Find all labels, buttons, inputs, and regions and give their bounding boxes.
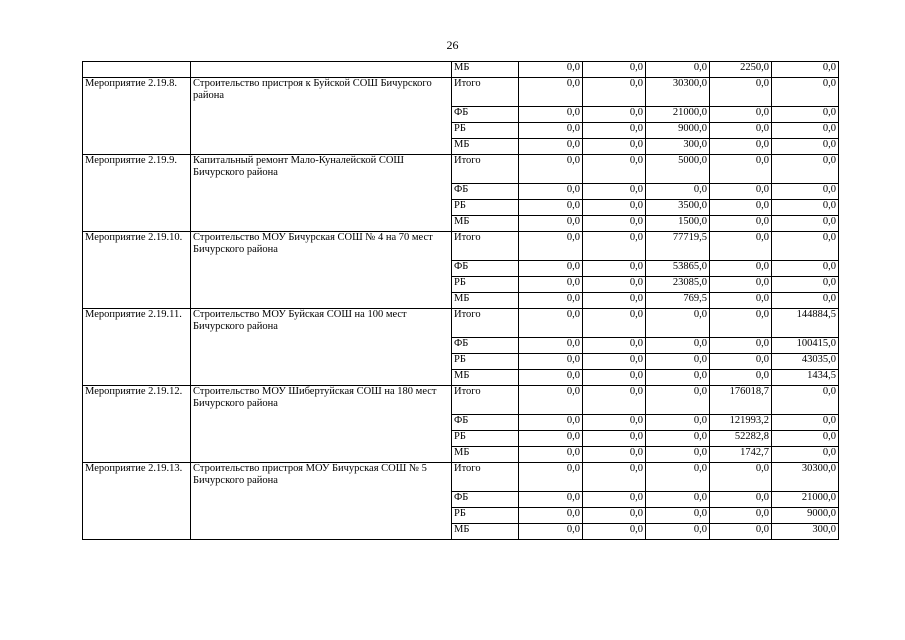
value-cell: 0,0 [583, 139, 646, 155]
value-cell: 0,0 [583, 123, 646, 139]
funding-source-cell: Итого [452, 232, 519, 261]
value-cell: 0,0 [519, 431, 583, 447]
value-cell: 0,0 [710, 216, 772, 232]
measure-name-cell: Строительство МОУ Бичурская СОШ № 4 на 70 мест Бичурского района [191, 232, 452, 309]
value-cell: 9000,0 [646, 123, 710, 139]
measure-name-cell: Капитальный ремонт Мало-Куналейской СОШ Бичурского района [191, 155, 452, 232]
value-cell: 0,0 [710, 123, 772, 139]
value-cell: 0,0 [519, 232, 583, 261]
value-cell: 0,0 [519, 463, 583, 492]
value-cell: 1742,7 [710, 447, 772, 463]
value-cell: 0,0 [710, 338, 772, 354]
value-cell: 0,0 [583, 216, 646, 232]
value-cell: 0,0 [772, 232, 839, 261]
value-cell: 0,0 [710, 78, 772, 107]
value-cell: 0,0 [646, 386, 710, 415]
value-cell: 0,0 [646, 431, 710, 447]
value-cell: 0,0 [646, 184, 710, 200]
value-cell: 0,0 [772, 123, 839, 139]
value-cell: 0,0 [519, 123, 583, 139]
value-cell: 5000,0 [646, 155, 710, 184]
measure-label-cell: Мероприятие 2.19.12. [83, 386, 191, 463]
value-cell: 0,0 [583, 338, 646, 354]
value-cell: 21000,0 [772, 492, 839, 508]
funding-source-cell: Итого [452, 309, 519, 338]
value-cell: 0,0 [519, 216, 583, 232]
value-cell: 0,0 [583, 463, 646, 492]
value-cell: 0,0 [519, 386, 583, 415]
value-cell: 1500,0 [646, 216, 710, 232]
measure-name-cell: Строительство пристроя к Буйской СОШ Бичурского района [191, 78, 452, 155]
value-cell: 0,0 [772, 107, 839, 123]
value-cell: 0,0 [710, 200, 772, 216]
value-cell: 0,0 [646, 463, 710, 492]
funding-source-cell: Итого [452, 155, 519, 184]
value-cell: 0,0 [519, 200, 583, 216]
funding-source-cell: ФБ [452, 184, 519, 200]
value-cell: 0,0 [710, 524, 772, 540]
funding-source-cell: ФБ [452, 107, 519, 123]
value-cell: 9000,0 [772, 508, 839, 524]
value-cell: 53865,0 [646, 261, 710, 277]
value-cell: 43035,0 [772, 354, 839, 370]
value-cell: 0,0 [772, 78, 839, 107]
value-cell: 0,0 [519, 492, 583, 508]
funding-source-cell: РБ [452, 123, 519, 139]
value-cell: 3500,0 [646, 200, 710, 216]
value-cell: 0,0 [583, 447, 646, 463]
value-cell: 0,0 [772, 277, 839, 293]
funding-source-cell: МБ [452, 216, 519, 232]
value-cell: 0,0 [772, 216, 839, 232]
value-cell: 0,0 [519, 415, 583, 431]
value-cell: 0,0 [583, 354, 646, 370]
value-cell: 0,0 [583, 492, 646, 508]
value-cell: 0,0 [772, 431, 839, 447]
value-cell: 0,0 [710, 261, 772, 277]
value-cell: 0,0 [583, 524, 646, 540]
measure-label-cell: Мероприятие 2.19.11. [83, 309, 191, 386]
value-cell: 0,0 [583, 370, 646, 386]
funding-source-cell: Итого [452, 386, 519, 415]
value-cell: 0,0 [772, 447, 839, 463]
value-cell: 0,0 [583, 386, 646, 415]
value-cell: 0,0 [583, 508, 646, 524]
table-row [83, 78, 839, 107]
value-cell: 0,0 [646, 492, 710, 508]
measure-name-cell: Строительство МОУ Шибертуйская СОШ на 180 мест Бичурского района [191, 386, 452, 463]
value-cell: 0,0 [710, 508, 772, 524]
funding-source-cell: ФБ [452, 338, 519, 354]
value-cell: 0,0 [772, 62, 839, 78]
value-cell: 0,0 [519, 370, 583, 386]
value-cell: 0,0 [772, 415, 839, 431]
value-cell: 0,0 [772, 200, 839, 216]
value-cell: 30300,0 [646, 78, 710, 107]
funding-source-cell: МБ [452, 62, 519, 78]
value-cell: 0,0 [519, 293, 583, 309]
funding-source-cell: РБ [452, 354, 519, 370]
value-cell: 21000,0 [646, 107, 710, 123]
value-cell: 0,0 [710, 184, 772, 200]
table-row [83, 155, 839, 184]
value-cell: 0,0 [583, 200, 646, 216]
value-cell: 0,0 [646, 415, 710, 431]
measure-name-cell: Строительство МОУ Буйская СОШ на 100 мест Бичурского района [191, 309, 452, 386]
value-cell: 0,0 [519, 277, 583, 293]
value-cell: 0,0 [519, 78, 583, 107]
value-cell: 769,5 [646, 293, 710, 309]
value-cell: 0,0 [710, 354, 772, 370]
value-cell: 0,0 [519, 338, 583, 354]
value-cell: 0,0 [519, 309, 583, 338]
funding-source-cell: Итого [452, 463, 519, 492]
measure-label-cell [83, 62, 191, 78]
value-cell: 100415,0 [772, 338, 839, 354]
value-cell: 0,0 [710, 492, 772, 508]
measure-label-cell: Мероприятие 2.19.13. [83, 463, 191, 540]
table-row [83, 463, 839, 492]
value-cell: 0,0 [583, 415, 646, 431]
table-row [83, 62, 839, 78]
value-cell: 0,0 [646, 338, 710, 354]
value-cell: 144884,5 [772, 309, 839, 338]
value-cell: 0,0 [583, 78, 646, 107]
funding-source-cell: МБ [452, 293, 519, 309]
budget-table [82, 61, 839, 540]
value-cell: 77719,5 [646, 232, 710, 261]
value-cell: 0,0 [583, 155, 646, 184]
value-cell: 0,0 [710, 155, 772, 184]
value-cell: 0,0 [519, 184, 583, 200]
value-cell: 0,0 [583, 293, 646, 309]
value-cell: 0,0 [519, 508, 583, 524]
value-cell: 52282,8 [710, 431, 772, 447]
value-cell: 0,0 [710, 463, 772, 492]
funding-source-cell: РБ [452, 277, 519, 293]
value-cell: 0,0 [772, 184, 839, 200]
value-cell: 0,0 [583, 232, 646, 261]
table-row [83, 232, 839, 261]
value-cell: 0,0 [710, 139, 772, 155]
table-row [83, 386, 839, 415]
value-cell: 2250,0 [710, 62, 772, 78]
value-cell: 0,0 [583, 309, 646, 338]
value-cell: 0,0 [583, 62, 646, 78]
value-cell: 30300,0 [772, 463, 839, 492]
funding-source-cell: Итого [452, 78, 519, 107]
value-cell: 0,0 [519, 447, 583, 463]
value-cell: 0,0 [710, 370, 772, 386]
funding-source-cell: МБ [452, 447, 519, 463]
value-cell: 0,0 [646, 62, 710, 78]
value-cell: 0,0 [519, 354, 583, 370]
value-cell: 0,0 [710, 293, 772, 309]
funding-source-cell: ФБ [452, 492, 519, 508]
value-cell: 0,0 [583, 431, 646, 447]
value-cell: 0,0 [772, 155, 839, 184]
value-cell: 0,0 [519, 261, 583, 277]
value-cell: 0,0 [710, 277, 772, 293]
value-cell: 300,0 [646, 139, 710, 155]
funding-source-cell: МБ [452, 139, 519, 155]
page-number: 26 [446, 38, 459, 52]
value-cell: 0,0 [583, 107, 646, 123]
value-cell: 0,0 [583, 277, 646, 293]
funding-source-cell: РБ [452, 431, 519, 447]
measure-name-cell [191, 62, 452, 78]
value-cell: 0,0 [583, 184, 646, 200]
value-cell: 0,0 [772, 386, 839, 415]
value-cell: 0,0 [646, 309, 710, 338]
value-cell: 176018,7 [710, 386, 772, 415]
funding-source-cell: ФБ [452, 261, 519, 277]
value-cell: 121993,2 [710, 415, 772, 431]
value-cell: 0,0 [772, 139, 839, 155]
value-cell: 0,0 [710, 232, 772, 261]
value-cell: 0,0 [519, 155, 583, 184]
funding-source-cell: МБ [452, 370, 519, 386]
value-cell: 0,0 [646, 370, 710, 386]
value-cell: 0,0 [583, 261, 646, 277]
value-cell: 0,0 [646, 508, 710, 524]
measure-label-cell: Мероприятие 2.19.10. [83, 232, 191, 309]
measure-label-cell: Мероприятие 2.19.8. [83, 78, 191, 155]
value-cell: 0,0 [772, 293, 839, 309]
value-cell: 1434,5 [772, 370, 839, 386]
value-cell: 0,0 [710, 309, 772, 338]
value-cell: 0,0 [519, 139, 583, 155]
table-row [83, 309, 839, 338]
measure-label-cell: Мероприятие 2.19.9. [83, 155, 191, 232]
budget-table-body [83, 62, 839, 540]
value-cell: 0,0 [710, 107, 772, 123]
value-cell: 0,0 [519, 524, 583, 540]
value-cell: 0,0 [646, 524, 710, 540]
value-cell: 0,0 [519, 62, 583, 78]
value-cell: 0,0 [646, 354, 710, 370]
funding-source-cell: МБ [452, 524, 519, 540]
value-cell: 0,0 [646, 447, 710, 463]
value-cell: 0,0 [519, 107, 583, 123]
funding-source-cell: РБ [452, 200, 519, 216]
value-cell: 23085,0 [646, 277, 710, 293]
value-cell: 0,0 [772, 261, 839, 277]
value-cell: 300,0 [772, 524, 839, 540]
measure-name-cell: Строительство пристроя МОУ Бичурская СОШ № 5 Бичурского района [191, 463, 452, 540]
funding-source-cell: РБ [452, 508, 519, 524]
funding-source-cell: ФБ [452, 415, 519, 431]
